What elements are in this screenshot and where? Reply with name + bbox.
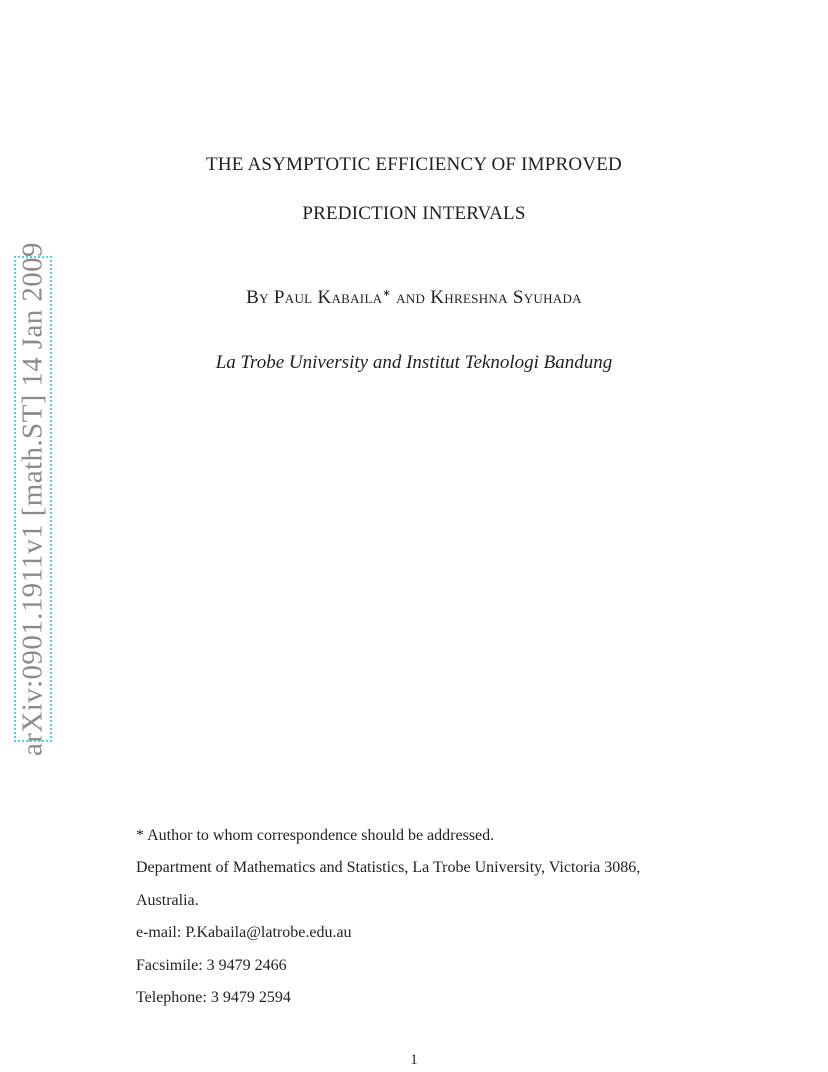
corresponding-author-mark: ∗ bbox=[382, 288, 392, 299]
author-name-1: Paul Kabaila bbox=[273, 287, 383, 308]
arxiv-identifier: arXiv:0901.1911v1 [math.ST] 14 Jan 2009 bbox=[16, 242, 49, 756]
affiliation: La Trobe University and Institut Teknologi Bandung bbox=[215, 352, 613, 373]
correspondence-footnote bbox=[136, 826, 736, 1020]
arxiv-side-stamp bbox=[14, 242, 52, 756]
paper-title-line-1: THE ASYMPTOTIC EFFICIENCY OF IMPROVED bbox=[206, 154, 622, 175]
author-name-2: Khreshna Syuhada bbox=[430, 287, 582, 308]
country: Australia. bbox=[136, 891, 199, 909]
telephone-line: Telephone: 3 9479 2594 bbox=[136, 988, 291, 1006]
correspondence-note: * Author to whom correspondence should be addressed. bbox=[136, 827, 495, 844]
author-line bbox=[0, 287, 828, 309]
author-conjunction: and bbox=[396, 287, 426, 308]
department-address: Department of Mathematics and Statistics, La Trobe University, Victoria 3086, bbox=[136, 859, 641, 877]
by-label: By bbox=[246, 287, 269, 308]
paper-title-line-2: PREDICTION INTERVALS bbox=[302, 203, 526, 224]
facsimile-line: Facsimile: 3 9479 2466 bbox=[136, 956, 287, 974]
page-number: 1 bbox=[410, 1052, 418, 1068]
email-line: e-mail: P.Kabaila@latrobe.edu.au bbox=[136, 924, 352, 942]
